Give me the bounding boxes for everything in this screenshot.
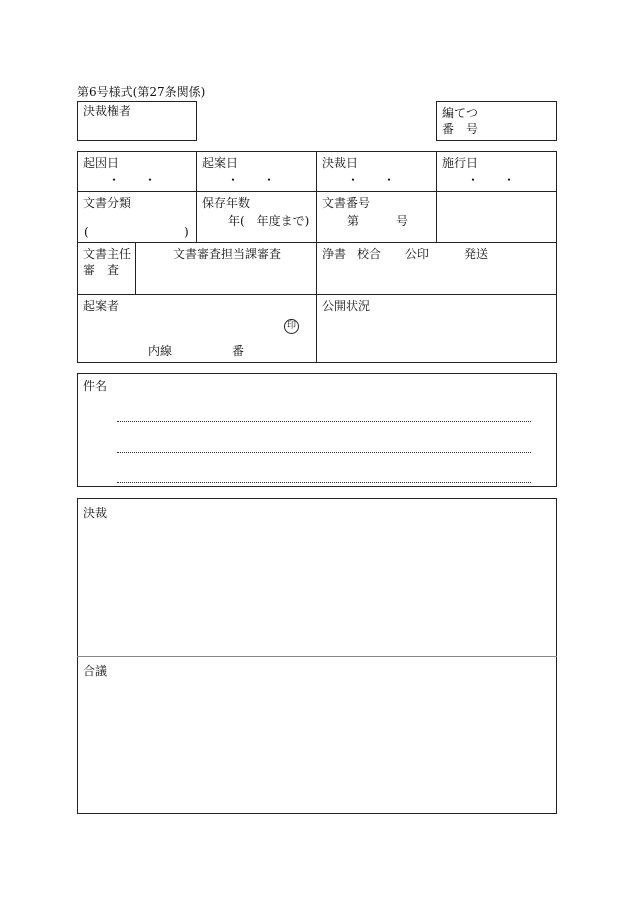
subject-line xyxy=(117,482,531,483)
grid-divider xyxy=(436,151,437,242)
classification-paren-open: ( xyxy=(84,225,89,239)
extension-number-label: 番 xyxy=(232,344,245,358)
doc-number-label: 文書番号 xyxy=(322,196,371,210)
subject-label: 件名 xyxy=(83,379,108,393)
date-dots-origin[interactable]: ・ ・ xyxy=(108,173,157,187)
filing-label-line1: 編てつ xyxy=(442,106,479,120)
disclosure-label: 公開状況 xyxy=(322,299,371,313)
date-dots-enforcement[interactable]: ・ ・ xyxy=(467,173,516,187)
clean-copy-label: 浄書 xyxy=(322,247,347,261)
subject-box[interactable] xyxy=(77,373,557,487)
filing-label-line2: 番 号 xyxy=(442,122,479,136)
grid-divider xyxy=(77,294,557,295)
decision-label: 決裁 xyxy=(83,506,108,520)
extension-label: 内線 xyxy=(148,344,173,358)
authority-label: 決裁権者 xyxy=(83,104,132,118)
dispatch-label: 発送 xyxy=(464,247,489,261)
decision-divider xyxy=(77,656,557,657)
retention-label: 保存年数 xyxy=(202,196,251,210)
grid-divider xyxy=(135,242,136,294)
section-review-label: 文書審査担当課審査 xyxy=(173,247,282,261)
supervisor-label-line2: 審 査 xyxy=(83,263,120,277)
classification-paren-close: ) xyxy=(184,225,189,239)
seal-icon: 印 xyxy=(284,319,299,334)
doc-number-go: 号 xyxy=(396,214,409,228)
classification-label: 文書分類 xyxy=(83,196,132,210)
date-label-origin: 起因日 xyxy=(83,156,120,170)
subject-line xyxy=(117,452,531,453)
grid-divider xyxy=(196,151,197,242)
date-dots-draft[interactable]: ・ ・ xyxy=(227,173,276,187)
date-label-enforcement: 施行日 xyxy=(442,156,479,170)
doc-number-dai: 第 xyxy=(347,214,360,228)
date-label-decision: 決裁日 xyxy=(322,156,359,170)
retention-value[interactable]: 年( 年度まで) xyxy=(228,214,310,228)
grid-divider xyxy=(77,242,557,243)
proofread-label: 校合 xyxy=(357,247,382,261)
date-label-draft: 起案日 xyxy=(202,156,239,170)
drafter-label: 起案者 xyxy=(83,299,120,313)
date-dots-decision[interactable]: ・ ・ xyxy=(347,173,396,187)
grid-divider xyxy=(77,191,557,192)
supervisor-label-line1: 文書主任 xyxy=(83,247,132,261)
subject-line xyxy=(117,421,531,422)
consultation-label: 合議 xyxy=(83,664,108,678)
grid-divider xyxy=(316,151,317,363)
official-seal-label: 公印 xyxy=(405,247,430,261)
form-title: 第6号様式(第27条関係) xyxy=(77,85,206,99)
